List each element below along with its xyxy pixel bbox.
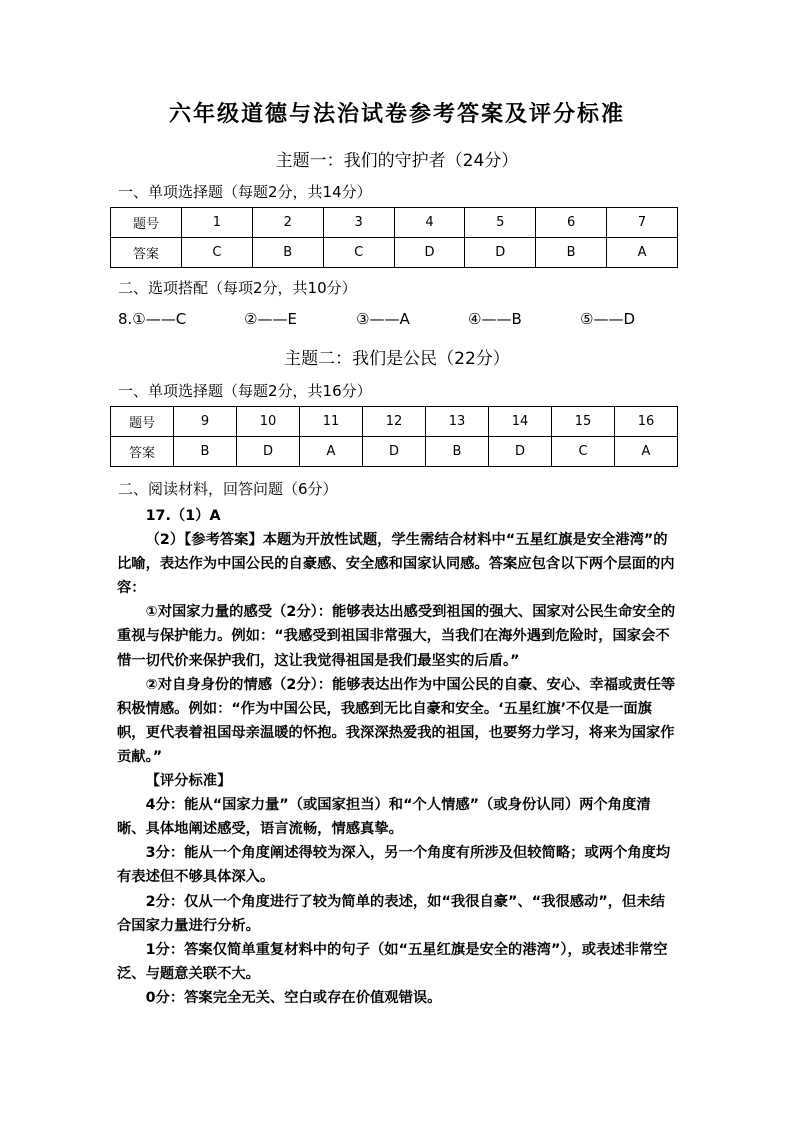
answer-cell: B bbox=[252, 238, 323, 268]
q17-part2: （2）【参考答案】本题为开放性试题，学生需结合材料中“五星红旗是安全港湾”的比喻，表达作为中国公民的自豪感、安全感和国家认同感。答案应包含以下两个层面的内容： bbox=[117, 532, 675, 597]
answer-cell: B bbox=[536, 238, 607, 268]
table-row bbox=[111, 238, 678, 268]
q17-part1: 17.（1）A bbox=[145, 508, 221, 524]
answer-cell: B bbox=[174, 437, 237, 467]
match-item: ④——B bbox=[468, 310, 522, 328]
answer-cell: D bbox=[465, 238, 536, 268]
criteria-item: 3分：能从一个角度阐述得较为深入，另一个角度有所涉及但较简略；或两个角度均有表述但不够具体深入。 bbox=[117, 845, 671, 886]
question-number: 14 bbox=[489, 407, 552, 437]
theme2-section1-heading: 一、单项选择题（每题2分，共16分） bbox=[118, 382, 372, 400]
question-number: 5 bbox=[465, 208, 536, 238]
theme1-title: 主题一：我们的守护者（24分） bbox=[275, 151, 519, 171]
table-row-label: 题号 bbox=[111, 407, 174, 437]
answer-cell: D bbox=[394, 238, 465, 268]
match-item: ③——A bbox=[356, 310, 410, 328]
theme1-section1-heading: 一、单项选择题（每题2分，共14分） bbox=[118, 183, 372, 201]
q17-point1: ①对国家力量的感受（2分）：能够表达出感受到祖国的强大、国家对公民生命安全的重视与保护能力。例如：“我感受到祖国非常强大，当我们在海外遇到危险时，国家会不惜一切代价来保护我们，这让我觉得祖国是我们最坚实的后盾。” bbox=[117, 604, 676, 669]
criteria-item: 1分：答案仅简单重复材料中的句子（如“五星红旗是安全的港湾”），或表述非常空泛、与题意关联不大。 bbox=[117, 941, 668, 982]
question-number: 12 bbox=[363, 407, 426, 437]
answer-cell: D bbox=[363, 437, 426, 467]
table-row bbox=[111, 437, 678, 467]
theme2-section2-heading: 二、阅读材料，回答问题（6分） bbox=[118, 480, 338, 498]
question-number: 6 bbox=[536, 208, 607, 238]
question-number: 16 bbox=[615, 407, 678, 437]
answer-cell: A bbox=[607, 238, 678, 268]
question-number: 2 bbox=[252, 208, 323, 238]
answer-cell: A bbox=[615, 437, 678, 467]
q17-point2: ②对自身身份的情感（2分）：能够表达出作为中国公民的自豪、安心、幸福或责任等积极情感。例如：“作为中国公民，我感到无比自豪和安全。‘五星红旗’不仅是一面旗帜，更代表着祖国母亲温暖的怀抱。我深深热爱我的祖国，也要努力学习，将来为国家作贡献。” bbox=[117, 676, 676, 765]
question-number: 10 bbox=[237, 407, 300, 437]
table-row bbox=[111, 208, 678, 238]
criteria-item: 2分：仅从一个角度进行了较为简单的表述，如“我很自豪”、“我很感动”，但未结合国家力量进行分析。 bbox=[117, 893, 665, 934]
table-row bbox=[111, 407, 678, 437]
question-number: 13 bbox=[426, 407, 489, 437]
table-row-label: 题号 bbox=[111, 208, 182, 238]
match-item: 8.①——C bbox=[118, 310, 187, 328]
answer-cell: C bbox=[552, 437, 615, 467]
theme1-section2-heading: 二、选项搭配（每项2分，共10分） bbox=[118, 279, 357, 297]
table-row-label: 答案 bbox=[111, 437, 174, 467]
answer-cell: A bbox=[300, 437, 363, 467]
question-number: 4 bbox=[394, 208, 465, 238]
answer-cell: C bbox=[323, 238, 394, 268]
criteria-item: 4分：能从“国家力量”（或国家担当）和“个人情感”（或身份认同）两个角度清晰、具体地阐述感受，语言流畅，情感真挚。 bbox=[117, 797, 651, 838]
question-number: 11 bbox=[300, 407, 363, 437]
criteria-item: 0分：答案完全无关、空白或存在价值观错误。 bbox=[145, 989, 442, 1006]
document-title: 六年级道德与法治试卷参考答案及评分标准 bbox=[168, 102, 625, 127]
question-number: 9 bbox=[174, 407, 237, 437]
question-number: 15 bbox=[552, 407, 615, 437]
answer-cell: D bbox=[237, 437, 300, 467]
criteria-title: 【评分标准】 bbox=[145, 773, 232, 790]
answer-cell: D bbox=[489, 437, 552, 467]
answer-cell: C bbox=[182, 238, 253, 268]
question-number: 7 bbox=[607, 208, 678, 238]
answer-cell: B bbox=[426, 437, 489, 467]
question-number: 3 bbox=[323, 208, 394, 238]
match-item: ②——E bbox=[244, 310, 297, 328]
question17-answer bbox=[117, 504, 677, 1010]
table-row-label: 答案 bbox=[111, 238, 182, 268]
theme2-title: 主题二：我们是公民（22分） bbox=[284, 349, 510, 369]
match-item: ⑤——D bbox=[580, 310, 635, 328]
theme1-answer-table bbox=[110, 207, 678, 268]
question-number: 1 bbox=[182, 208, 253, 238]
theme2-answer-table bbox=[110, 406, 678, 467]
